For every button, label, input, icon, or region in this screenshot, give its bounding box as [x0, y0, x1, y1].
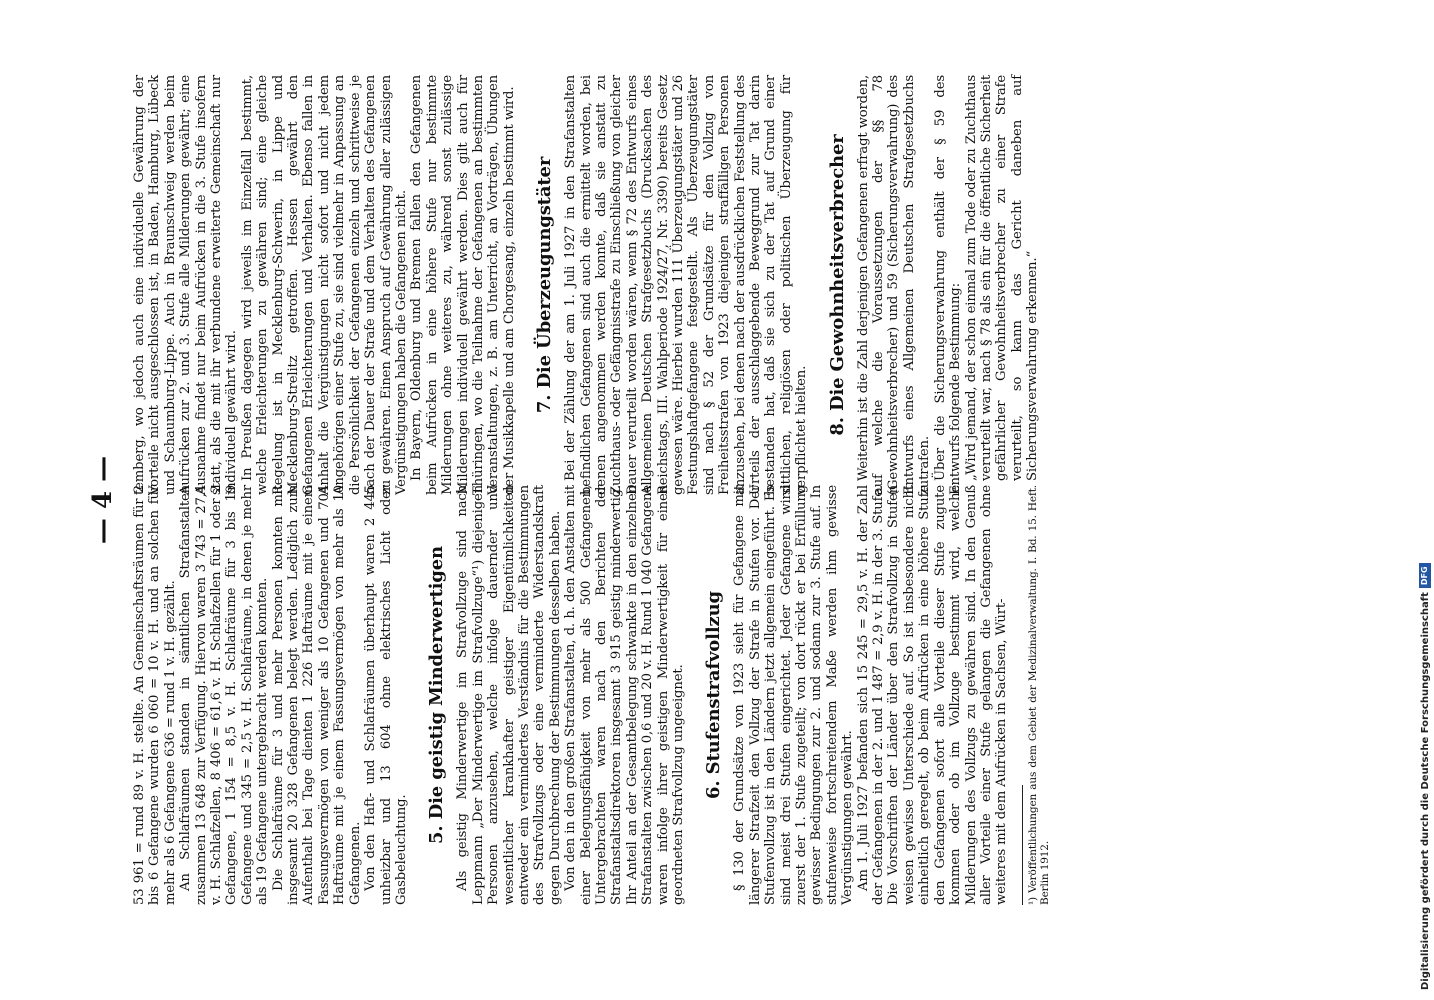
paragraph: An Schlafräumen standen in sämtlichen Strafanstalten zusammen 13 648 zur Verfügung. Hiervon waren 3 743 = 27,4 v. H. Schlafzellen, 8 406 = 61,6 v. H. Schlafzellen für 1 oder 2 Gefangene, 1 154 = 8,5 v. H. Schlafräume für 3 bis 19 Gefangene und 345 = 2,5 v. H. Schlafräume, in denen je mehr als 19 Gefangene untergebracht werden konnten. — [178, 485, 271, 905]
right-column — [132, 75, 1041, 495]
quotation: „Wird jemand, der schon einmal zum Tode oder zu Zuchthaus verurteilt war, nach § 78 als ein für die öffentliche Sicherheit gefährlicher Gewohnheitsverbrecher zu einer Strafe verurteilt, so kann das Gericht daneben auf Sicherungsverwahrung erkennen.“ — [963, 75, 1041, 481]
footnote: ¹) Veröffentlichungen aus dem Gebiet der Medizinalverwaltung. I. Bd. 15. Heft. Berlin 1912. — [1026, 485, 1052, 905]
paragraph: Als geistig Minderwertige im Strafvollzuge sind nach Leppmann „Der Minderwertige im Strafvollzuge“¹) diejenigen Personen anzusehen, welche infolge dauernder und wesentlicher krankhafter geistiger Eigentümlichkeiten entweder ein vermindertes Verständnis für die Bestimmungen des Strafvollzugs oder eine verminderte Widerstandskraft gegen Durchbrechung der Bestimmungen desselben haben. — [455, 485, 563, 905]
paragraph: temberg, wo jedoch auch eine individuelle Gewährung der Vorteile nicht ausgeschlossen ist, in Baden, Hamburg, Lübeck und Schaumburg-Lippe. Auch in Braunschweig werden beim Aufrücken zur 2. und 3. Stufe alle Milderungen gewährt; eine Ausnahme findet nur beim Aufrücken in die 3. Stufe insofern statt, als die mit ihr verbundene erweiterte Gemeinschaft nur individuell gewährt wird. — [132, 75, 240, 495]
section-heading: 8. Die Gewohnheitsverbrecher — [826, 134, 848, 436]
digitization-credit — [1418, 10, 1432, 990]
paragraph: Von den in den großen Strafanstalten, d. h. den Anstalten mit einer Belegungsfähigkeit von mehr als 500 Gefangenen, Untergebrachten waren nach den Berichten der Strafanstaltsdirektoren insgesamt 3 915 geistig minderwertig. Ihr Anteil an der Gesamtbelegung schwankte in den einzelnen Strafanstalten zwischen 0,6 und 20 v. H. Rund 1 040 Gefangene waren infolge ihrer geistigen Minderwertigkeit für einen geordneten Strafvollzug ungeeignet. — [563, 485, 686, 905]
paragraph: Am 1. Juli 1927 befanden sich 15 245 = 29,5 v. H. der Zahl der Gefangenen in der 2. und 1 487 = 2,9 v. H. in der 3. Stufe. Die Vorschriften der Länder über den Strafvollzug in Stufen weisen gewisse Unterschiede auf. So ist insbesondere nicht einheitlich geregelt, ob beim Aufrücken in eine höhere Stufe den Gefangenen sofort alle Vorteile dieser Stufe zugute kommen oder ob im Vollzuge bestimmt wird, welche Milderungen des Vollzugs zu gewähren sind. In den Genuß aller Vorteile einer Stufe gelangen die Gefangenen ohne weiteres mit dem Aufrücken in Sachsen, Würt- — [855, 485, 1010, 905]
paragraph: In Bayern, Oldenburg und Bremen fallen den Gefangenen beim Aufrücken in eine höhere Stufe nur bestimmte Milderungen ohne weiteres zu, während sonst zulässige Milderungen individuell gewährt werden. Dies gilt auch für Thüringen, wo die Teilnahme der Gefangenen an bestimmten Veranstaltungen, z. B. am Unterricht, an Vorträgen, Übungen der Musikkapelle und am Chorgesang, einzeln bestimmt wird. — [409, 75, 517, 495]
credit-text: Digitalisierung gefördert durch die Deutsche Forschungsgemeinschaft — [1419, 592, 1431, 990]
section-heading: 7. Die Überzeugungstäter — [534, 156, 556, 414]
paragraph: Von den Haft- und Schlafräumen überhaupt waren 2 445 unheizbar und 13 604 ohne elektrisches Licht oder Gasbeleuchtung. — [363, 485, 409, 905]
paragraph: Bei der Zählung der am 1. Juli 1927 in den Strafanstalten befindlichen Gefangenen sind auch die ermittelt worden, bei denen angenommen werden konnte, daß sie anstatt zu Zuchthaus- oder Gefängnisstrafe zu Einschließung von gleicher Dauer verurteilt worden wären, wenn § 72 des Entwurfs eines Allgemeinen Deutschen Strafgesetzbuchs (Drucksachen des Reichstags, III. Wahlperiode 1924/27, Nr. 3390) bereits Gesetz gewesen wäre. Hierbei wurden 111 Überzeugungstäter und 26 Festungshaftgefangene festgestellt. Als Überzeugungstäter sind nach § 52 der Grundsätze für den Vollzug von Freiheitsstrafen von 1923 diejenigen straffälligen Personen anzusehen, bei denen nach der ausdrücklichen Feststellung des Urteils der ausschlaggebende Beweggrund zur Tat darin bestanden hat, daß sie sich zu der Tat auf Grund einer sittlichen, religiösen oder politischen Überzeugung für verpflichtet hielten. — [563, 75, 810, 495]
paragraph: Die Schlafräume für 3 und mehr Personen konnten mit insgesamt 20 328 Gefangenen belegt werden. Lediglich zum Aufenthalt bei Tage dienten 1 226 Hafträume mit je einem Fassungsvermögen von weniger als 10 Gefangenen und 704 Hafträume mit je einem Fassungsvermögen von mehr als 10 Gefangenen. — [270, 485, 363, 905]
paragraph: Über die Sicherungsverwahrung enthält der § 59 des Entwurfs folgende Bestimmung: — [932, 75, 964, 495]
paragraph: Weiterhin ist die Zahl derjenigen Gefangenen erfragt worden, auf welche die Voraussetzungen der §§ 78 (Gewohnheitsverbrecher) und 59 (Sicherungsverwahrung) des Entwurfs eines Allgemeinen Deutschen Strafgesetzbuchs zutrafen. — [855, 75, 933, 495]
paragraph: 53 961 = rund 89 v. H. stellte. An Gemeinschaftsräumen für 2 bis 6 Gefangene wurden 6 060 = 10 v. H. und an solchen für mehr als 6 Gefangene 636 = rund 1 v. H. gezählt. — [132, 485, 178, 905]
paragraph: § 130 der Grundsätze von 1923 sieht für Gefangene mit längerer Strafzeit den Vollzug der Strafe in Stufen vor. Der Stufenvollzug ist in den Ländern jetzt allgemein eingeführt. Es sind meist drei Stufen eingerichtet. Jeder Gefangene wird zuerst der 1. Stufe zugeteilt; von dort rückt er bei Erfüllung gewisser Bedingungen zur 2. und sodann zur 3. Stufe auf. In stufenweise fortschreitendem Maße werden ihm gewisse Vergünstigungen gewährt. — [732, 485, 856, 905]
section-heading: 6. Stufenstrafvollzug — [703, 591, 725, 799]
paragraph: In Preußen dagegen wird jeweils im Einzelfall bestimmt, welche Erleichterungen zu gewähren sind; eine gleiche Regelung ist in Mecklenburg-Schwerin, in Lippe und Mecklenburg-Strelitz getroffen. Hessen gewährt den Gefangenen Erleichterungen und Verhalten. Ebenso fallen in Anhalt die Vergünstigungen nicht sofort und nicht jedem Angehörigen einer Stufe zu, sie sind vielmehr in Anpassung an die Persönlichkeit der Gefangenen einzeln und schrittweise je nach der Dauer der Strafe und dem Verhalten des Gefangenen zu gewähren. Einen Anspruch auf Gewährung aller zulässigen Vergünstigungen haben die Gefangenen nicht. — [239, 75, 409, 495]
footnote-divider — [1022, 785, 1023, 905]
section-heading: 5. Die geistig Minderwertigen — [426, 546, 448, 844]
left-column — [132, 485, 1052, 905]
dfg-logo: DFG — [1419, 563, 1431, 588]
page-number: — 4 — — [88, 455, 118, 545]
